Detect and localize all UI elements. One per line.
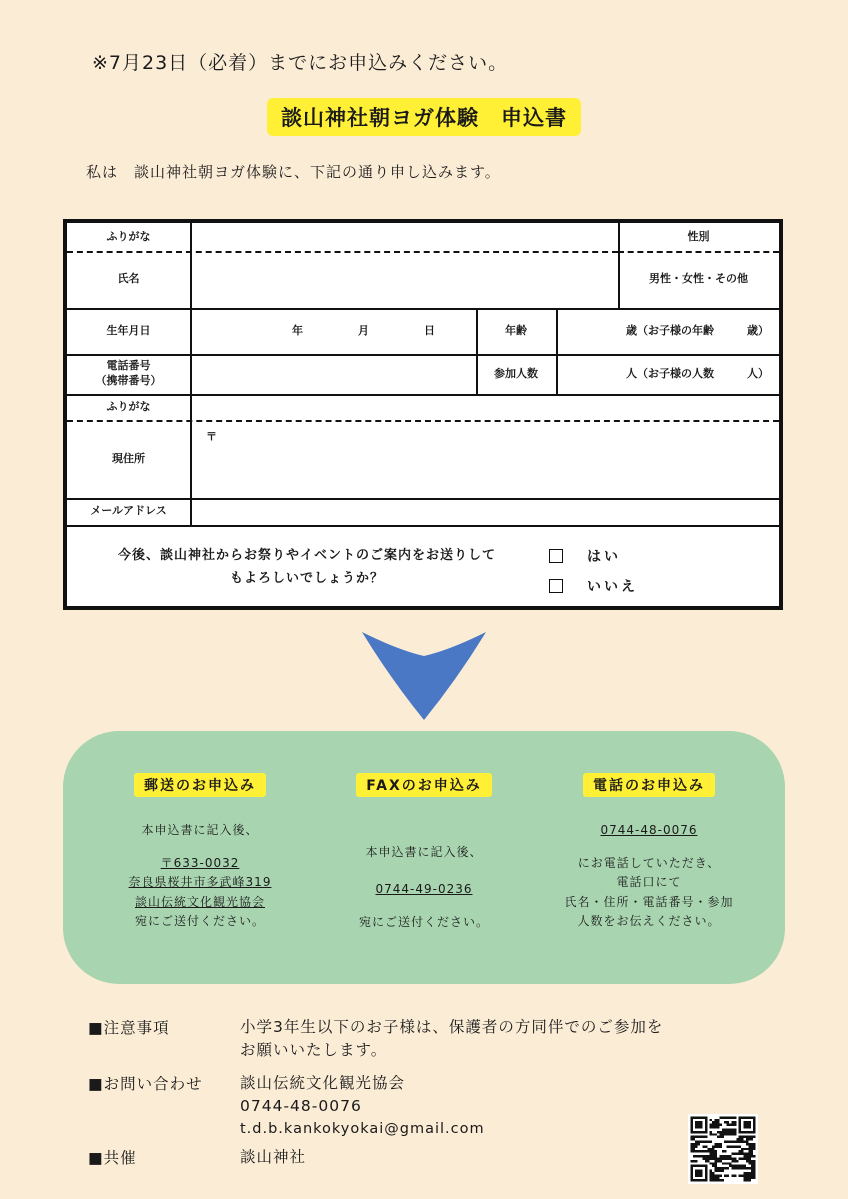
mail-closing: 宛にご送付ください。 — [134, 913, 265, 928]
email-input[interactable] — [190, 498, 779, 525]
contact-org: 談山伝統文化観光協会 — [240, 1074, 406, 1092]
caution-label: ■注意事項 — [88, 1019, 170, 1037]
fax-number: 0744-49-0236 — [375, 882, 473, 897]
day-unit: 日 — [424, 323, 435, 337]
fax-method — [304, 731, 544, 933]
mail-org: 談山伝統文化観光協会 — [134, 894, 265, 909]
phone-heading: 電話のお申込み — [583, 773, 715, 797]
fax-closing: 宛にご送付ください。 — [358, 915, 489, 930]
phone-method — [529, 731, 769, 931]
year-unit: 年 — [292, 323, 303, 337]
gender-label: 性別 — [687, 229, 710, 243]
phone-line1: にお電話していただき、 — [577, 856, 721, 871]
consent-no-checkbox[interactable] — [549, 579, 563, 593]
address-furigana-input[interactable] — [190, 394, 779, 420]
birthdate-input[interactable] — [190, 308, 476, 354]
down-chevron-arrow-icon — [358, 628, 490, 724]
consent-no-label: いいえ — [587, 579, 638, 595]
phone-line3: 氏名・住所・電話番号・参加 — [564, 894, 734, 909]
gender-options[interactable]: 男性・女性・その他 — [649, 272, 748, 286]
phone-line2: 電話口にて — [616, 875, 682, 890]
caution-line2: お願いいたします。 — [240, 1041, 388, 1060]
application-form — [63, 219, 783, 610]
phone-line4: 人数をお伝えください。 — [577, 913, 721, 928]
fax-instruction: 本申込書に記入後、 — [365, 845, 483, 859]
email-label: メールアドレス — [90, 504, 167, 518]
caution-line1: 小学3年生以下のお子様は、保護者の方同伴でのご参加を — [240, 1018, 664, 1036]
contact-phone: 0744-48-0076 — [240, 1097, 362, 1116]
phone-label-sub: （携帯番号） — [95, 374, 162, 387]
mail-postal: 〒633-0032 — [160, 856, 240, 871]
consent-yes-checkbox[interactable] — [549, 549, 563, 563]
name-label: 氏名 — [117, 272, 140, 286]
phone-number: 0744-48-0076 — [600, 823, 698, 837]
phone-label-main: 電話番号 — [106, 359, 151, 373]
name-input[interactable] — [190, 251, 618, 308]
mail-method — [80, 731, 320, 931]
participants-input[interactable]: 人（お子様の人数 人） — [626, 366, 769, 380]
cohost-value: 談山神社 — [240, 1148, 307, 1166]
phone-label — [67, 354, 190, 394]
page-title: 談山神社朝ヨガ体験 申込書 — [267, 98, 581, 136]
cohost-label: ■共催 — [88, 1149, 137, 1167]
furigana-input[interactable] — [190, 223, 618, 251]
deadline-notice: ※7月23日（必着）までにお申込みください。 — [92, 52, 509, 74]
age-label: 年齢 — [505, 323, 527, 337]
fax-heading: FAXのお申込み — [356, 773, 492, 797]
contact-label: ■お問い合わせ — [88, 1075, 203, 1093]
intro-text: 私は 談山神社朝ヨガ体験に、下記の通り申し込みます。 — [86, 163, 501, 181]
address-input[interactable] — [190, 420, 779, 498]
consent-yes-label: はい — [587, 549, 621, 565]
furigana-label: ふりがな — [106, 229, 151, 243]
mail-address: 奈良県桜井市多武峰319 — [128, 875, 272, 890]
postal-mark: 〒 — [206, 430, 217, 443]
consent-question: 今後、談山神社からお祭りやイベントのご案内をお送りして もよろしいでしょうか？ — [117, 548, 496, 586]
qr-code-icon[interactable] — [688, 1114, 758, 1184]
address-furigana-label: ふりがな — [106, 399, 151, 413]
month-unit: 月 — [358, 323, 369, 337]
application-methods-panel — [63, 731, 785, 984]
contact-email[interactable]: t.d.b.kankokyokai@gmail.com — [240, 1120, 485, 1137]
participants-label: 参加人数 — [494, 366, 538, 380]
mail-instruction: 本申込書に記入後、 — [141, 823, 259, 837]
mail-heading: 郵送のお申込み — [134, 773, 266, 797]
birthdate-label: 生年月日 — [106, 323, 151, 337]
consent-yes-option[interactable] — [549, 546, 621, 566]
consent-no-option[interactable] — [549, 576, 638, 596]
age-input[interactable]: 歳（お子様の年齢 歳） — [626, 323, 769, 337]
phone-input[interactable] — [190, 354, 476, 394]
address-label: 現住所 — [112, 451, 145, 465]
